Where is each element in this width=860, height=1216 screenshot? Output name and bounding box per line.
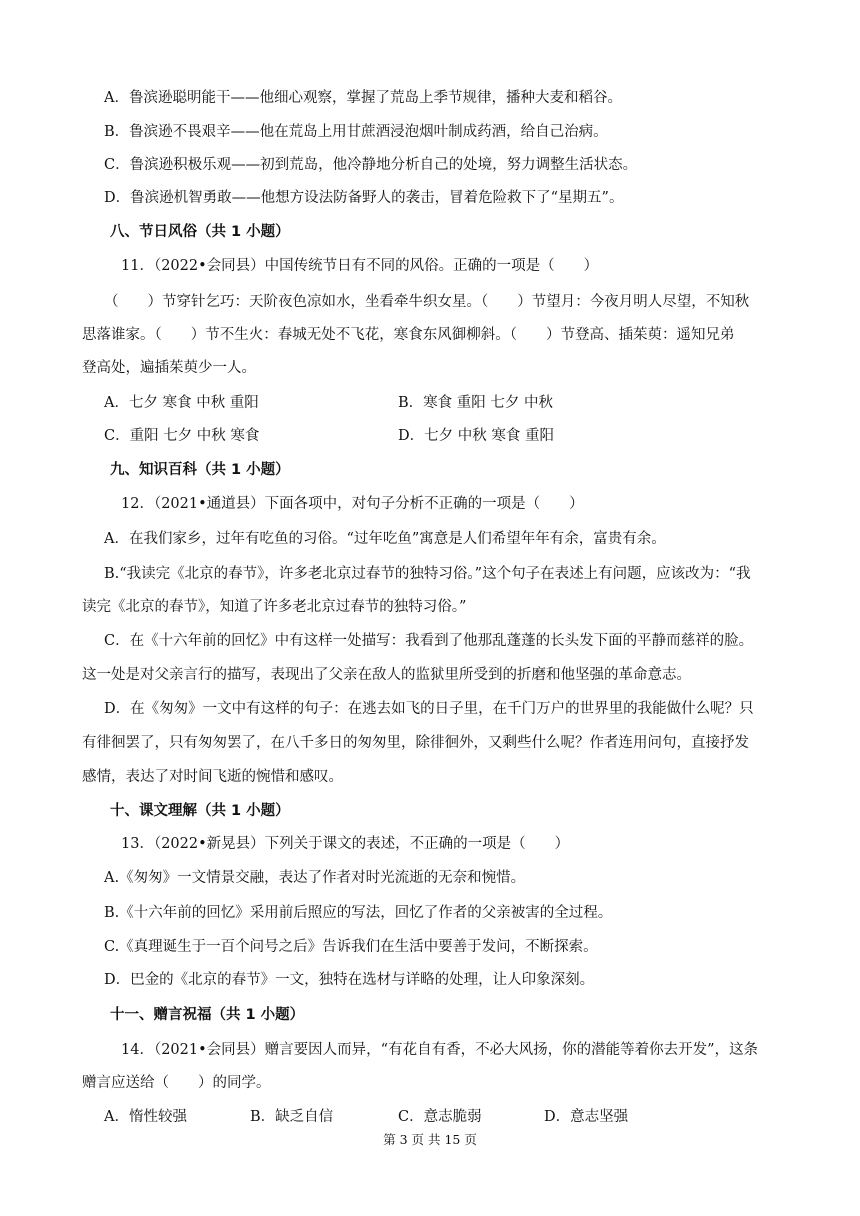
q14-option-d: D．意志坚强 xyxy=(544,1109,629,1125)
q11-option-c: C．重阳 七夕 中秋 寒食 xyxy=(104,428,260,444)
q12-option-c-cont: 这一处是对父亲言行的描写，表现出了父亲在敌人的监狱里所受到的折磨和他坚强的革命意志。 xyxy=(82,667,691,683)
q14-stem: 14．（2021•会同县）赠言要因人而异，“有花自有香，不必大风扬，你的潜能等着你去开发”，这条 xyxy=(121,1042,758,1058)
q10-option-d: D．鲁滨逊机智勇敢——他想方设法防备野人的袭击，冒着危险救下了“星期五”。 xyxy=(104,190,624,206)
q10-option-b: B．鲁滨逊不畏艰辛——他在荒岛上用甘蔗酒浸泡烟叶制成药酒，给自己治病。 xyxy=(104,124,608,140)
q10-option-c: C．鲁滨逊积极乐观——初到荒岛，他冷静地分析自己的处境，努力调整生活状态。 xyxy=(104,157,638,173)
q12-option-a: A．在我们家乡，过年有吃鱼的习俗。“过年吃鱼”寓意是人们希望年年有余，富贵有余。 xyxy=(104,531,666,547)
q11-stem: 11．（2022•会同县）中国传统节日有不同的风俗。正确的一项是（ ） xyxy=(121,258,599,274)
section-heading: 十、课文理解（共 1 小题） xyxy=(110,803,290,819)
q11-body-line: 思落谁家。（ ）节不生火：春城无处不飞花，寒食东风御柳斜。（ ）节登高、插茱萸：遥知兄弟 xyxy=(82,327,735,343)
q12-option-d-cont: 感情，表达了对时间飞逝的惋惜和感叹。 xyxy=(82,769,343,785)
q14-stem-cont: 赠言应送给（ ）的同学。 xyxy=(82,1075,271,1091)
section-heading: 八、节日风俗（共 1 小题） xyxy=(110,224,290,240)
q12-option-b-cont: 读完《北京的春节》，知道了许多老北京过春节的独特习俗。” xyxy=(82,599,467,615)
q12-option-d-cont: 有徘徊罢了，只有匆匆罢了，在八千多日的匆匆里，除徘徊外，又剩些什么呢？作者连用问句，直接抒发 xyxy=(82,735,749,751)
section-heading: 十一、赠言祝福（共 1 小题） xyxy=(110,1007,305,1023)
q10-option-a: A．鲁滨逊聪明能干——他细心观察，掌握了荒岛上季节规律，播种大麦和稻谷。 xyxy=(104,90,622,106)
q14-option-a: A．惰性较强 xyxy=(104,1109,187,1125)
q11-body-line: 登高处，遍插茱萸少一人。 xyxy=(82,360,256,376)
q12-option-c: C．在《十六年前的回忆》中有这样一处描写：我看到了他那乱蓬蓬的长头发下面的平静而慈祥的脸。 xyxy=(104,633,754,649)
q12-option-d: D．在《匆匆》一文中有这样的句子：在逃去如飞的日子里，在千门万户的世界里的我能做什么呢？只 xyxy=(104,701,754,717)
q13-option-b: B.《十六年前的回忆》采用前后照应的写法，回忆了作者的父亲被害的全过程。 xyxy=(104,905,613,921)
q13-option-c: C.《真理诞生于一百个问号之后》告诉我们在生活中要善于发问，不断探索。 xyxy=(104,939,598,955)
q13-stem: 13．（2022•新晃县）下列关于课文的表述，不正确的一项是（ ） xyxy=(121,836,570,852)
q11-option-b: B．寒食 重阳 七夕 中秋 xyxy=(398,395,553,411)
q14-option-b: B．缺乏自信 xyxy=(250,1109,334,1125)
q14-option-c: C．意志脆弱 xyxy=(398,1109,482,1125)
q13-option-a: A.《匆匆》一文情景交融，表达了作者对时光流逝的无奈和惋惜。 xyxy=(104,870,526,886)
page-footer: 第 3 页 共 15 页 xyxy=(383,1132,477,1147)
q13-option-d: D．巴金的《北京的春节》一文，独特在选材与详略的处理，让人印象深刻。 xyxy=(104,972,595,988)
section-heading: 九、知识百科（共 1 小题） xyxy=(110,462,290,478)
q11-body-line: （ ）节穿针乞巧：天阶夜色凉如水，坐看牵牛织女星。（ ）节望月：今夜月明人尽望，不知秋 xyxy=(104,294,750,310)
q11-option-a: A．七夕 寒食 中秋 重阳 xyxy=(104,395,259,411)
q11-option-d: D．七夕 中秋 寒食 重阳 xyxy=(398,428,554,444)
q12-stem: 12．（2021•通道县）下面各项中，对句子分析不正确的一项是（ ） xyxy=(121,496,584,512)
q12-option-b: B.“我读完《北京的春节》，许多老北京过春节的独特习俗。”这个句子在表述上有问题，应该改为：“我 xyxy=(104,566,751,582)
